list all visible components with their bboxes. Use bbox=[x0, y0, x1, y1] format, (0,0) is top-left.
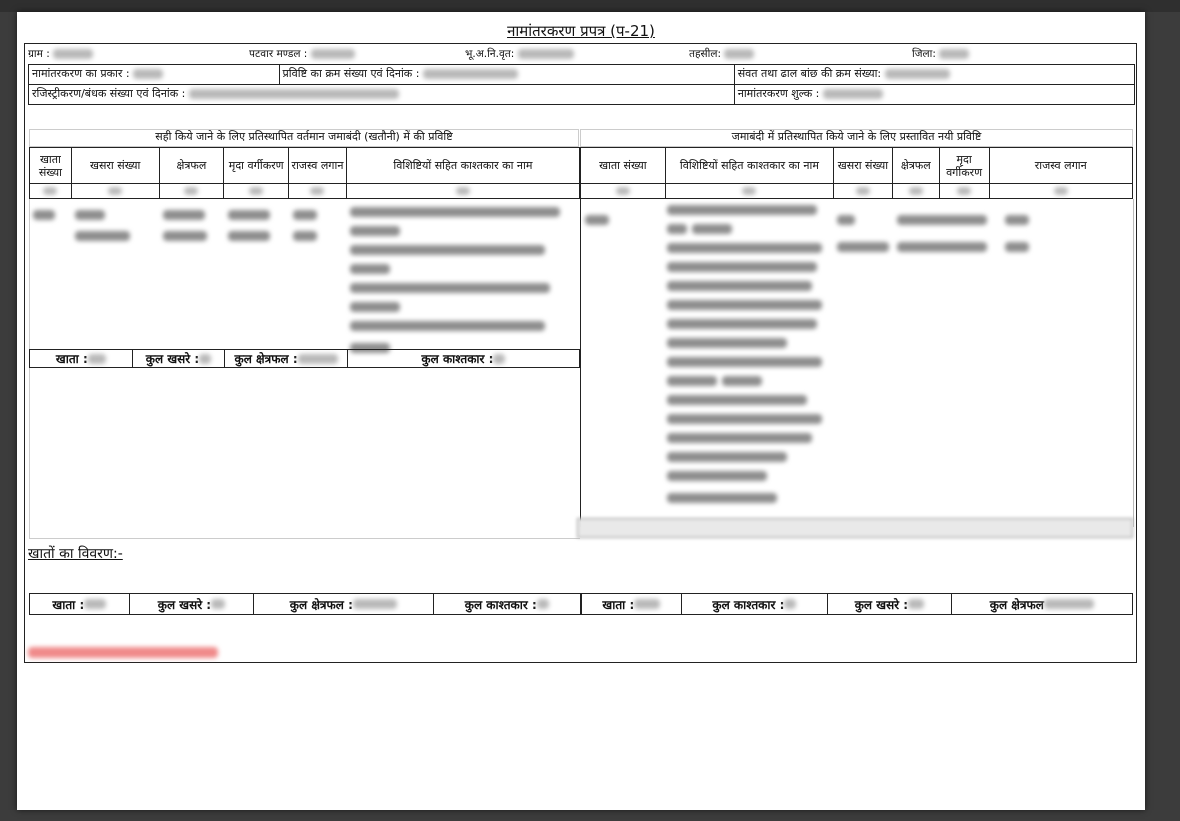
redacted-value bbox=[667, 300, 822, 310]
patwar-label: पटवार मण्डल : bbox=[249, 48, 308, 60]
gram-label: ग्राम : bbox=[28, 48, 50, 60]
khata-section-heading: खातों का विवरण:- bbox=[28, 546, 123, 562]
left-total-khata bbox=[30, 350, 133, 367]
redacted-value bbox=[249, 187, 263, 195]
left-data-revenue bbox=[293, 204, 343, 242]
redacted-value bbox=[667, 319, 817, 329]
redacted-value bbox=[211, 599, 225, 609]
area-label: कुल क्षेत्रफल bbox=[989, 597, 1044, 612]
col-khasra: खसरा संख्या bbox=[834, 148, 893, 183]
redacted-value bbox=[667, 338, 787, 348]
redacted-value bbox=[722, 376, 762, 386]
redacted-value bbox=[228, 210, 270, 220]
redacted-value bbox=[293, 231, 317, 241]
redacted-value bbox=[634, 599, 660, 609]
col-khata: खाता संख्या bbox=[581, 148, 666, 183]
redacted-value bbox=[298, 354, 338, 364]
page-title: नामांतरकरण प्रपत्र (प-21) bbox=[507, 22, 655, 40]
redacted-value bbox=[518, 49, 574, 59]
col-revenue: राजस्व लगान bbox=[1034, 159, 1087, 172]
col-soil: मृदा वर्गीकरण bbox=[940, 148, 990, 183]
redacted-value bbox=[667, 493, 777, 503]
redacted-value bbox=[667, 414, 822, 424]
right-border bbox=[1133, 199, 1134, 527]
redacted-value bbox=[692, 224, 732, 234]
tehsil-label: तहसील: bbox=[689, 48, 722, 60]
redacted-value bbox=[310, 187, 324, 195]
redacted-value bbox=[350, 226, 400, 236]
jila-field bbox=[912, 47, 969, 61]
redacted-value bbox=[199, 354, 211, 364]
right-totals-row bbox=[577, 518, 1133, 538]
redacted-value bbox=[84, 599, 106, 609]
redacted-value bbox=[1005, 215, 1029, 225]
mutation-type-cell bbox=[29, 65, 280, 84]
col-khata: खाता संख्या bbox=[30, 148, 72, 183]
redacted-value bbox=[957, 187, 971, 195]
viewer-top-bar bbox=[0, 0, 1180, 12]
area-label: कुल क्षेत्रफल : bbox=[289, 597, 353, 612]
khata-left-totals bbox=[29, 593, 581, 615]
fee-label: नामांतरकरण शुल्क : bbox=[737, 87, 820, 100]
col-revenue: राजस्व लगान bbox=[289, 148, 347, 183]
redacted-value bbox=[350, 245, 545, 255]
redacted-value bbox=[53, 49, 93, 59]
table-divider bbox=[580, 147, 581, 527]
jila-label: जिला: bbox=[912, 48, 936, 60]
form-frame bbox=[24, 43, 1137, 663]
document-page bbox=[17, 12, 1145, 810]
samvat-label: संवत तथा ढाल बांछ की क्रम संख्या: bbox=[737, 67, 882, 80]
redacted-value bbox=[163, 210, 205, 220]
total-khasre-label: कुल खसरे : bbox=[145, 352, 200, 366]
left-bottom-border bbox=[29, 538, 580, 539]
col-area: क्षेत्रफल bbox=[160, 148, 225, 183]
redacted-value bbox=[1054, 187, 1068, 195]
redacted-value bbox=[75, 210, 105, 220]
redacted-value bbox=[133, 69, 163, 79]
redacted-value bbox=[43, 187, 57, 195]
right-column-numbers bbox=[580, 183, 1133, 199]
col-kashtkar: विशिष्टियों सहित काश्तकार का नाम bbox=[393, 159, 533, 172]
redacted-value bbox=[293, 210, 317, 220]
right-data-area-soil bbox=[897, 209, 997, 252]
right-data-revenue bbox=[1005, 209, 1045, 252]
redacted-value bbox=[667, 395, 807, 405]
col-area: क्षेत्रफल bbox=[893, 148, 940, 183]
fee-cell bbox=[735, 85, 1134, 104]
red-note bbox=[28, 642, 218, 661]
left-column-numbers bbox=[29, 183, 580, 199]
khasre-label: कुल खसरे : bbox=[854, 597, 909, 612]
khata-right-khata bbox=[582, 594, 682, 614]
khata-left-khasre bbox=[130, 594, 255, 614]
bhu-label: भू.अ.नि.वृत: bbox=[465, 48, 515, 60]
left-totals-row bbox=[29, 349, 580, 368]
kashtkar-label: कुल काश्तकार : bbox=[712, 597, 785, 612]
redacted-value bbox=[184, 187, 198, 195]
redacted-value bbox=[108, 187, 122, 195]
redacted-value bbox=[1005, 242, 1029, 252]
redacted-value bbox=[33, 210, 55, 220]
total-area-label: कुल क्षेत्रफल : bbox=[234, 352, 298, 366]
mutation-type-label: नामांतरकरण का प्रकार : bbox=[32, 67, 130, 80]
right-column-headers bbox=[580, 147, 1133, 184]
khata-left-khata bbox=[30, 594, 130, 614]
samvat-cell bbox=[735, 65, 1134, 84]
col-khasra: खसरा संख्या bbox=[72, 148, 160, 183]
left-total-khasre bbox=[133, 350, 226, 367]
redacted-value bbox=[667, 224, 687, 234]
redacted-value bbox=[350, 207, 560, 217]
right-data-khata bbox=[585, 209, 609, 228]
tehsil-field bbox=[689, 47, 754, 61]
khata-label: खाता : bbox=[602, 597, 635, 612]
col-kashtkar: विशिष्टियों सहित काश्तकार का नाम bbox=[666, 148, 834, 183]
redacted-value bbox=[823, 89, 883, 99]
khata-right-khasre bbox=[828, 594, 952, 614]
redacted-value bbox=[189, 89, 399, 99]
redacted-value bbox=[667, 471, 767, 481]
registration-cell bbox=[29, 85, 735, 104]
left-data-soil bbox=[228, 204, 288, 242]
redacted-value bbox=[353, 599, 397, 609]
redacted-value bbox=[667, 433, 812, 443]
kashtkar-label: कुल काश्तकार : bbox=[464, 597, 537, 612]
khata-right-totals bbox=[581, 593, 1133, 615]
redacted-value bbox=[456, 187, 470, 195]
redacted-value bbox=[667, 205, 817, 215]
left-column-headers bbox=[29, 147, 580, 184]
khasre-label: कुल खसरे : bbox=[157, 597, 212, 612]
redacted-value bbox=[423, 69, 518, 79]
redacted-value bbox=[837, 215, 855, 225]
redacted-value bbox=[28, 647, 218, 658]
col-soil: मृदा वर्गीकरण bbox=[224, 148, 289, 183]
redacted-value bbox=[88, 354, 106, 364]
redacted-value bbox=[311, 49, 355, 59]
redacted-value bbox=[897, 215, 987, 225]
redacted-value bbox=[1044, 599, 1094, 609]
redacted-value bbox=[667, 262, 817, 272]
redacted-value bbox=[742, 187, 756, 195]
entry-number-label: प्रविष्टि का क्रम संख्या एवं दिनांक : bbox=[282, 67, 420, 80]
registration-label: रजिस्ट्रीकरण/बंधक संख्या एवं दिनांक : bbox=[32, 87, 186, 100]
khata-right-area bbox=[952, 594, 1132, 614]
khata-right-kashtkar bbox=[682, 594, 828, 614]
khata-left-area bbox=[254, 594, 433, 614]
right-data-khasra bbox=[837, 209, 892, 252]
redacted-value bbox=[667, 376, 717, 386]
redacted-value bbox=[350, 264, 390, 274]
mutation-type-row bbox=[28, 64, 1135, 85]
left-data-kashtkar bbox=[350, 204, 575, 356]
left-total-kashtkar bbox=[348, 350, 579, 367]
total-khata-label: खाता : bbox=[55, 352, 88, 366]
redacted-value bbox=[784, 599, 796, 609]
redacted-value bbox=[616, 187, 630, 195]
left-table-heading: सही किये जाने के लिए प्रतिस्थापित वर्तमान जमाबंदी (खतौनी) में की प्रविष्टि bbox=[29, 129, 579, 147]
redacted-value bbox=[909, 187, 923, 195]
khata-left-kashtkar bbox=[434, 594, 580, 614]
left-data-khata bbox=[33, 204, 55, 223]
redacted-value bbox=[350, 302, 400, 312]
khata-label: खाता : bbox=[52, 597, 85, 612]
gram-field bbox=[28, 47, 93, 61]
redacted-value bbox=[537, 599, 549, 609]
redacted-value bbox=[163, 231, 207, 241]
bhu-field bbox=[465, 47, 574, 61]
left-border bbox=[29, 199, 30, 539]
right-table-heading: जमाबंदी में प्रतिस्थापित किये जाने के लिए प्रस्तावित नयी प्रविष्टि bbox=[580, 129, 1133, 147]
redacted-value bbox=[667, 243, 822, 253]
redacted-value bbox=[493, 354, 505, 364]
redacted-value bbox=[667, 357, 822, 367]
left-total-area bbox=[225, 350, 348, 367]
redacted-value bbox=[856, 187, 870, 195]
redacted-value bbox=[585, 215, 609, 225]
redacted-value bbox=[667, 281, 812, 291]
redacted-value bbox=[350, 321, 545, 331]
patwar-field bbox=[249, 47, 355, 61]
redacted-value bbox=[837, 242, 889, 252]
redacted-value bbox=[724, 49, 754, 59]
redacted-value bbox=[939, 49, 969, 59]
redacted-value bbox=[885, 69, 950, 79]
left-data-area bbox=[163, 204, 223, 242]
redacted-value bbox=[228, 231, 270, 241]
redacted-value bbox=[350, 283, 550, 293]
right-data-kashtkar bbox=[667, 202, 832, 506]
entry-number-cell bbox=[280, 65, 735, 84]
redacted-value bbox=[897, 242, 987, 252]
redacted-value bbox=[75, 231, 130, 241]
redacted-value bbox=[908, 599, 924, 609]
left-data-khasra bbox=[75, 204, 155, 242]
registration-row bbox=[28, 84, 1135, 105]
redacted-value bbox=[667, 452, 787, 462]
total-kashtkar-label: कुल काश्तकार : bbox=[421, 352, 494, 366]
